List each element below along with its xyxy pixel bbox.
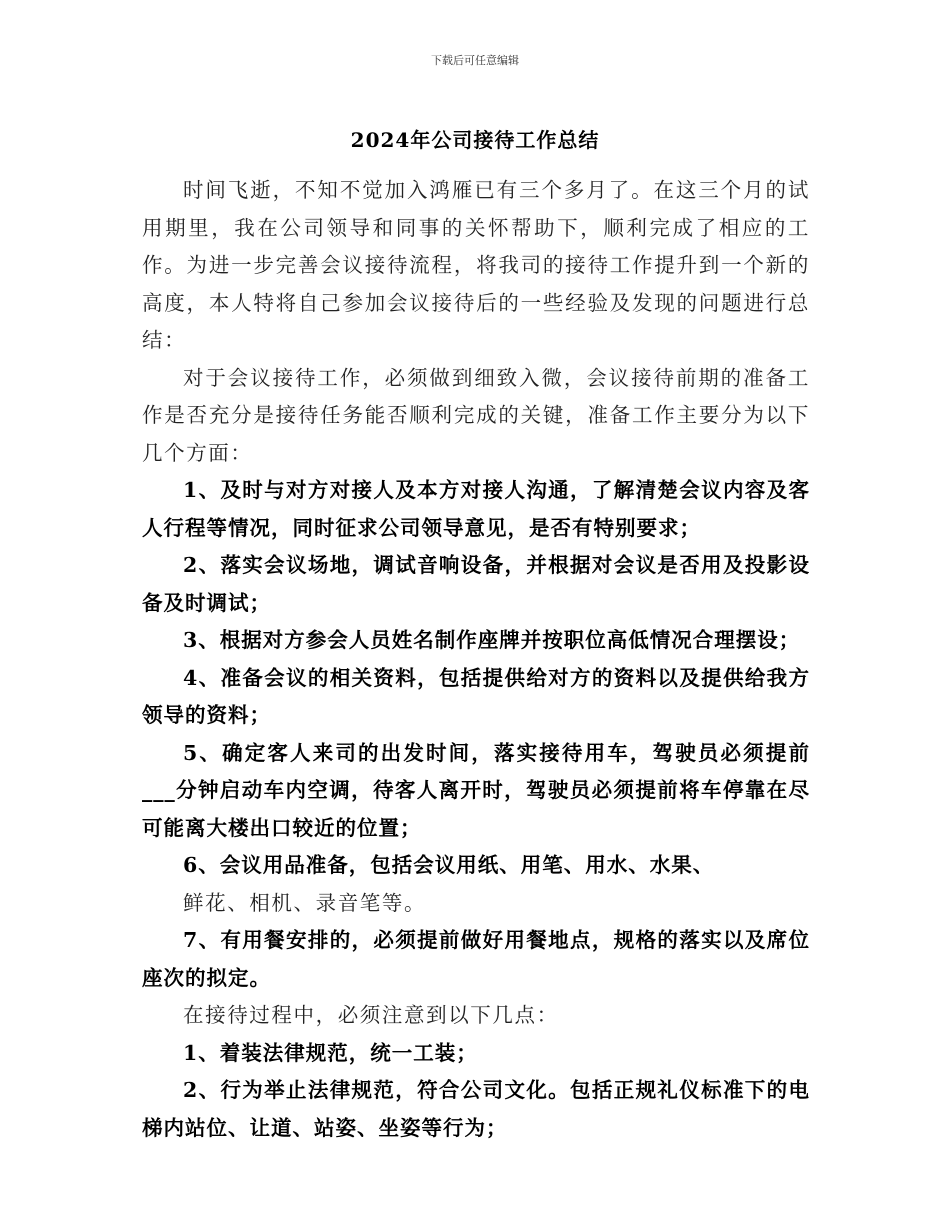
paragraph-preparation: 对于会议接待工作，必须做到细致入微，会议接待前期的准备工作是否充分是接待任务能否顺利完成的关键，准备工作主要分为以下几个方面：: [142, 365, 810, 465]
list-item-6: 6、会议用品准备，包括会议用纸、用笔、用水、水果、: [183, 853, 715, 877]
list-item-4: 4、准备会议的相关资料，包括提供给对方的资料以及提供给我方领导的资料；: [142, 665, 810, 727]
list-item-7: 7、有用餐安排的，必须提前做好用餐地点，规格的落实以及席位座次的拟定。: [142, 928, 810, 990]
note-item-2: 2、行为举止法律规范，符合公司文化。包括正规礼仪标准下的电梯内站位、让道、站姿、坐姿等行为；: [142, 1078, 810, 1140]
paragraph-intro: 时间飞逝，不知不觉加入鸿雁已有三个多月了。在这三个月的试用期里，我在公司领导和同事的关怀帮助下，顺利完成了相应的工作。为进一步完善会议接待流程，将我司的接待工作提升到一个新的高度，本人特将自己参加会议接待后的一些经验及发现的问题进行总结：: [142, 178, 810, 352]
list-item-1: 1、及时与对方对接人及本方对接人沟通，了解清楚会议内容及客人行程等情况，同时征求公司领导意见，是否有特别要求；: [142, 478, 810, 540]
list-item-2: 2、落实会议场地，调试音响设备，并根据对会议是否用及投影设备及时调试；: [142, 553, 810, 615]
list-item-6-continued: 鲜花、相机、录音笔等。: [183, 890, 427, 915]
note-item-1: 1、着装法律规范，统一工装；: [183, 1040, 478, 1065]
document-title: 2024年公司接待工作总结: [350, 128, 600, 152]
document-body: [142, 172, 810, 1147]
list-item-5: 5、确定客人来司的出发时间，落实接待用车，驾驶员必须提前___分钟启动车内空调，待客人离开时，驾驶员必须提前将车停靠在尽可能离大楼出口较近的位置；: [142, 740, 810, 840]
page-header-note: 下载后可任意编辑: [431, 54, 519, 67]
list-item-3: 3、根据对方参会人员姓名制作座牌并按职位高低情况合理摆设；: [183, 628, 801, 652]
paragraph-reception-notes: 在接待过程中，必须注意到以下几点：: [183, 1003, 559, 1027]
